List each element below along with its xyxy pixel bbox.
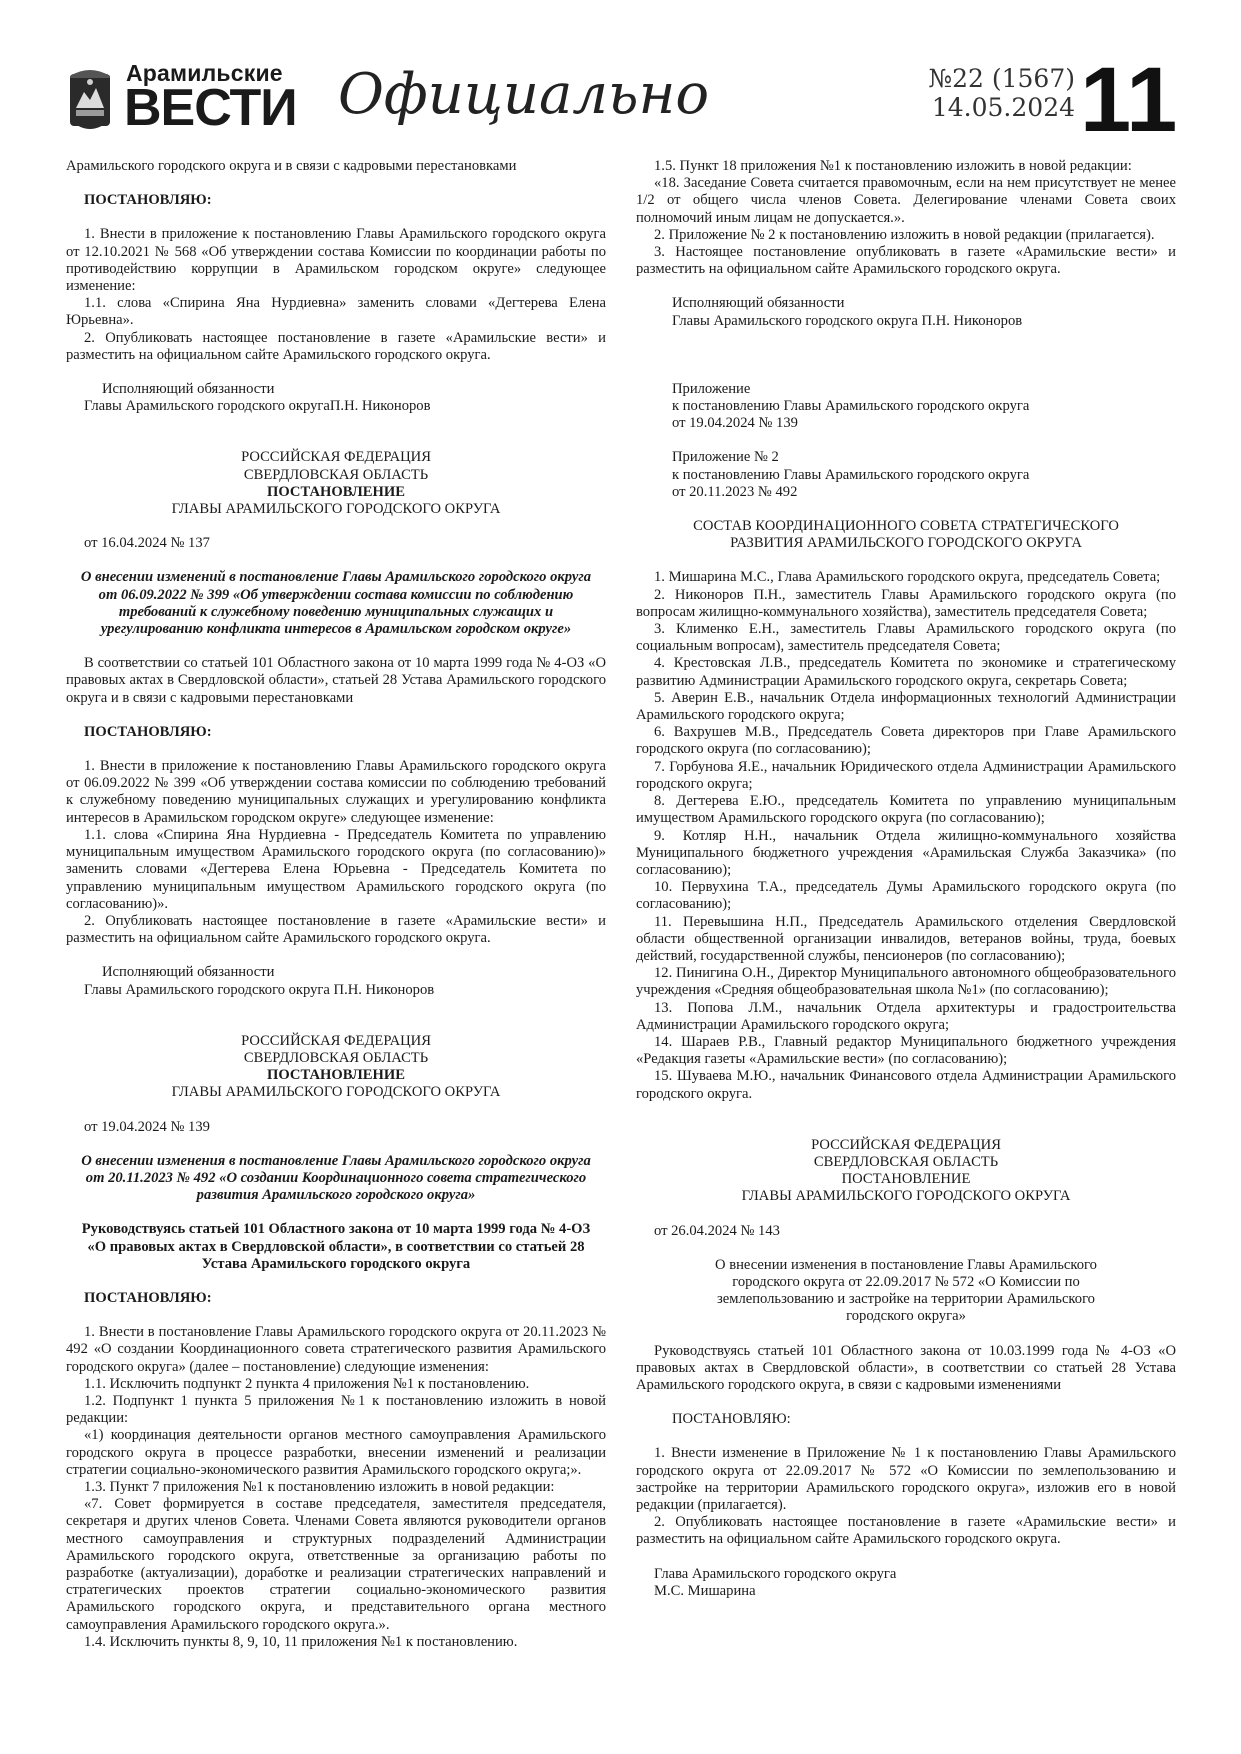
signature-name: Главы Арамильского городского округа П.Н. Никоноров xyxy=(672,312,1023,329)
appendix-label: Приложение xyxy=(672,380,751,397)
list-item: 8. Дегтерева Е.Ю., председатель Комитета по управлению муниципальным имуществом Арамильского городского округа (по согласованию); xyxy=(636,793,1176,827)
issuer-heading: ГЛАВЫ АРАМИЛЬСКОГО ГОРОДСКОГО ОКРУГА xyxy=(171,501,501,518)
list-item: 1. Мишарина М.С., Глава Арамильского городского округа, председатель Совета; xyxy=(654,569,1161,586)
signature-name: Главы Арамильского городского округаП.Н. Никоноров xyxy=(84,398,431,415)
page-number: 11 xyxy=(1080,49,1178,151)
country-heading: РОССИЙСКАЯ ФЕДЕРАЦИЯ xyxy=(811,1136,1001,1153)
paragraph: 1.5. Пункт 18 приложения №1 к постановлению изложить в новой редакции: xyxy=(654,158,1132,174)
region-heading: СВЕРДЛОВСКАЯ ОБЛАСТЬ xyxy=(243,466,429,483)
decree-keyword: ПОСТАНОВЛЯЮ: xyxy=(84,1289,212,1306)
decree-basis: Руководствуясь статьей 101 Областного закона от 10 марта 1999 года № 4-ОЗ «О правовых актах в Свердловской области», в соответствии со статьей 28 Устава Арамильского городского округа xyxy=(81,1221,591,1272)
issuer-heading: ГЛАВЫ АРАМИЛЬСКОГО ГОРОДСКОГО ОКРУГА xyxy=(171,1084,501,1101)
region-heading: СВЕРДЛОВСКАЯ ОБЛАСТЬ xyxy=(243,1049,429,1066)
logo-big-text: ВЕСТИ xyxy=(124,79,297,137)
appendix-date: от 20.11.2023 № 492 xyxy=(672,483,798,500)
decree-keyword: ПОСТАНОВЛЯЮ: xyxy=(84,723,212,740)
paragraph: В соответствии со статьей 101 Областного закона от 10 марта 1999 года № 4-ОЗ «О правовых актах в Свердловской области», статьей 28 Устава Арамильского городского округа и в связи с кадровыми перестановками xyxy=(66,655,606,706)
paragraph: 1. Внести в приложение к постановлению Главы Арамильского городского округа от 12.10.2021 № 568 «Об утверждении состава Комиссии по координации работы по противодействию коррупции в Арамильском городском округе» следующее изменение: xyxy=(66,226,606,295)
city-emblem-icon xyxy=(64,64,116,138)
list-item: 3. Клименко Е.Н., заместитель Главы Арамильского городского округа (по социальным вопросам), заместитель председателя Совета; xyxy=(636,621,1176,655)
signature-name: Главы Арамильского городского округа П.Н. Никоноров xyxy=(84,981,435,998)
list-item: 13. Попова Л.М., начальник Отдела архитектуры и градостроительства Администрации Арамильского городского округа; xyxy=(636,999,1176,1033)
decree-title: О внесении изменения в постановление Главы Арамильского городского округа от 22.09.2017 № 572 «О Комиссии по землепользованию и застройке на территории Арамильского городского округа» xyxy=(715,1256,1097,1325)
appendix-ref: к постановлению Главы Арамильского городского округа xyxy=(672,466,1030,483)
list-item: 15. Шуваева М.Ю., начальник Финансового отдела Администрации Арамильского городского округа. xyxy=(636,1068,1176,1102)
decree-date: от 16.04.2024 № 137 xyxy=(84,535,210,552)
issuer-heading: ГЛАВЫ АРАМИЛЬСКОГО ГОРОДСКОГО ОКРУГА xyxy=(741,1188,1071,1205)
paragraph: «1) координация деятельности органов местного самоуправления Арамильского городского округа в процессе разработки, внесении изменений и реализации стратегии социально-экономического развития Арамильского городского округа;». xyxy=(66,1427,606,1478)
signature-position: Глава Арамильского городского округа xyxy=(654,1565,897,1582)
doc-type-heading: ПОСТАНОВЛЕНИЕ xyxy=(267,1067,405,1084)
paragraph: 1. Внести в постановление Главы Арамильского городского округа от 20.11.2023 № 492 «О создании Координационного совета стратегического развития Арамильского городского округа» (далее – постановление) следующие изменения: xyxy=(66,1324,606,1375)
doc-type-heading: ПОСТАНОВЛЕНИЕ xyxy=(841,1171,971,1188)
council-composition-title: СОСТАВ КООРДИНАЦИОННОГО СОВЕТА СТРАТЕГИЧЕСКОГО РАЗВИТИЯ АРАМИЛЬСКОГО ГОРОДСКОГО ОКРУГА xyxy=(693,518,1119,552)
list-item: 4. Крестовская Л.В., председатель Комитета по экономике и стратегическому развитию Администрации Арамильского городского округа, секретарь Совета; xyxy=(636,655,1176,689)
paragraph: Арамильского городского округа и в связи с кадровыми перестановками xyxy=(66,158,517,174)
paragraph: 2. Опубликовать настоящее постановление в газете «Арамильские вести» и разместить на официальном сайте Арамильского городского округа. xyxy=(66,912,606,947)
country-heading: РОССИЙСКАЯ ФЕДЕРАЦИЯ xyxy=(241,449,431,466)
doc-type-heading: ПОСТАНОВЛЕНИЕ xyxy=(267,483,405,500)
decree-keyword: ПОСТАНОВЛЯЮ: xyxy=(672,1411,791,1428)
left-column xyxy=(66,158,606,1651)
signature-position: Исполняющий обязанности xyxy=(102,964,275,981)
paragraph: 1.1. слова «Спирина Яна Нурдиевна» заменить словами «Дегтерева Елена Юрьевна». xyxy=(66,295,606,329)
paragraph: 1. Внести изменение в Приложение № 1 к постановлению Главы Арамильского городского округа от 22.09.2017 № 572 «О Комиссии по землепользованию и застройке на территории Арамильского городского округа», изложив его в новой редакции (прилагается). xyxy=(636,1445,1176,1513)
list-item: 11. Перевышина Н.П., Председатель Арамильского отделения Свердловской области общественной организации инвалидов, ветеранов войны, труда, боевых действий, государственной службы, пенсионеров (по согласованию); xyxy=(636,913,1176,964)
signature-position: Исполняющий обязанности xyxy=(102,381,275,398)
decree-keyword: ПОСТАНОВЛЯЮ: xyxy=(84,192,212,209)
paragraph: 1.3. Пункт 7 приложения №1 к постановлению изложить в новой редакции: xyxy=(84,1478,555,1495)
paragraph: 1.2. Подпункт 1 пункта 5 приложения №1 к постановлению изложить в новой редакции: xyxy=(66,1392,606,1427)
paragraph: «18. Заседание Совета считается правомочным, если на нем присутствует не менее 1/2 от общего числа членов Совета. Делегирование членами Совета своих полномочий иным лицам не допускается.». xyxy=(636,175,1176,226)
issue-info xyxy=(875,64,1075,122)
paragraph: Руководствуясь статьей 101 Областного закона от 10.03.1999 года № 4-ОЗ «О правовых актах в Свердловской области», в соответствии со статьей 28 Устава Арамильского городского округа, в связи с кадровыми изменениями xyxy=(636,1342,1176,1393)
appendix-label: Приложение № 2 xyxy=(672,449,779,466)
paragraph: 2. Опубликовать настоящее постановление в газете «Арамильские вести» и разместить на официальном сайте Арамильского городского округа. xyxy=(636,1514,1176,1548)
list-item: 14. Шараев Р.В., Главный редактор Муниципального бюджетного учреждения «Редакция газеты «Арамильские вести» (по согласованию); xyxy=(636,1033,1176,1068)
decree-header xyxy=(66,1033,606,1102)
issue-number: №22 (1567) xyxy=(928,64,1075,93)
right-column xyxy=(636,158,1176,1600)
issue-date: 14.05.2024 xyxy=(931,93,1075,122)
paragraph: 2. Приложение № 2 к постановлению изложить в новой редакции (прилагается). xyxy=(654,226,1155,243)
decree-header xyxy=(636,1137,1176,1206)
masthead xyxy=(60,49,1180,151)
paragraph: 3. Настоящее постановление опубликовать в газете «Арамильские вести» и разместить на официальном сайте Арамильского городского округа. xyxy=(636,244,1176,278)
region-heading: СВЕРДЛОВСКАЯ ОБЛАСТЬ xyxy=(813,1153,999,1170)
paragraph: 1.1. Исключить подпункт 2 пункта 4 приложения №1 к постановлению. xyxy=(84,1375,530,1392)
country-heading: РОССИЙСКАЯ ФЕДЕРАЦИЯ xyxy=(241,1032,431,1049)
appendix-date: от 19.04.2024 № 139 xyxy=(672,415,798,432)
section-title: Официально xyxy=(338,62,710,127)
decree-header xyxy=(66,449,606,518)
newspaper-logo xyxy=(64,60,297,140)
decree-title: О внесении изменений в постановление Главы Арамильского городского округа от 06.09.2022 № 399 «Об утверждении состава комиссии по соблюдению требований к служебному поведению муниципальных служащих и урегулированию конфликта интересов в Арамильском городском округе» xyxy=(80,569,592,638)
decree-title: О внесении изменения в постановление Главы Арамильского городского округа от 20.11.2023 № 492 «О создании Координационного совета стратегического развития Арамильского городского округа» xyxy=(81,1152,591,1204)
paragraph: 1.4. Исключить пункты 8, 9, 10, 11 приложения №1 к постановлению. xyxy=(84,1633,518,1650)
signature-name: М.С. Мишарина xyxy=(654,1582,756,1599)
appendix-ref: к постановлению Главы Арамильского городского округа xyxy=(672,398,1030,415)
logo-small-text: Арамильские xyxy=(126,60,283,86)
list-item: 6. Вахрушев М.В., Председатель Совета директоров при Главе Арамильского городского округа (по согласованию); xyxy=(636,724,1176,758)
list-item: 9. Котляр Н.Н., начальник Отдела жилищно-коммунального хозяйства Муниципального бюджетного учреждения «Арамильская Служба Заказчика» (по согласованию); xyxy=(636,827,1176,878)
paragraph: «7. Совет формируется в составе председателя, заместителя председателя, секретаря и других членов Совета. Членами Совета являются руководители органов местного самоуправления и структурных подразделений Администрации Арамильского городского округа, ответственные за организацию работы по разработке (актуализации), доработке и реализации стратегических направлений и стратегических проектов стратегии социально-экономического развития Арамильского городского округа, и представительного органа местного самоуправления Арамильского городского округа.». xyxy=(66,1496,606,1633)
paragraph: 1.1. слова «Спирина Яна Нурдиевна - Председатель Комитета по управлению муниципальным имуществом Арамильского городского округа (по согласованию)» заменить словами «Дегтерева Елена Юрьевна - Председатель Комитета по управлению муниципальным имуществом Арамильского городского округа (по согласованию)». xyxy=(66,826,606,912)
list-item: 5. Аверин Е.В., начальник Отдела информационных технологий Администрации Арамильского городского округа; xyxy=(636,689,1176,724)
list-item: 10. Первухина Т.А., председатель Думы Арамильского городского округа (по согласованию); xyxy=(636,879,1176,913)
list-item: 2. Никоноров П.Н., заместитель Главы Арамильского городского округа (по вопросам жилищно-коммунального хозяйства), заместитель председателя Совета; xyxy=(636,586,1176,620)
list-item: 12. Пинигина О.Н., Директор Муниципального автономного общеобразовательного учреждения «Средняя общеобразовательная школа №1» (по согласованию); xyxy=(636,965,1176,999)
paragraph: 1. Внести в приложение к постановлению Главы Арамильского городского округа от 06.09.2022 № 399 «Об утверждении состава комиссии по соблюдению требований к служебному поведению муниципальных служащих и урегулированию конфликта интересов в Арамильском городском округе» следующее изменение: xyxy=(66,758,606,826)
decree-date: от 26.04.2024 № 143 xyxy=(654,1222,780,1239)
signature-position: Исполняющий обязанности xyxy=(672,295,845,312)
list-item: 7. Горбунова Я.Е., начальник Юридического отдела Администрации Арамильского городского округа; xyxy=(636,758,1176,792)
decree-date: от 19.04.2024 № 139 xyxy=(84,1118,210,1135)
paragraph: 2. Опубликовать настоящее постановление в газете «Арамильские вести» и разместить на официальном сайте Арамильского городского округа. xyxy=(66,329,606,363)
